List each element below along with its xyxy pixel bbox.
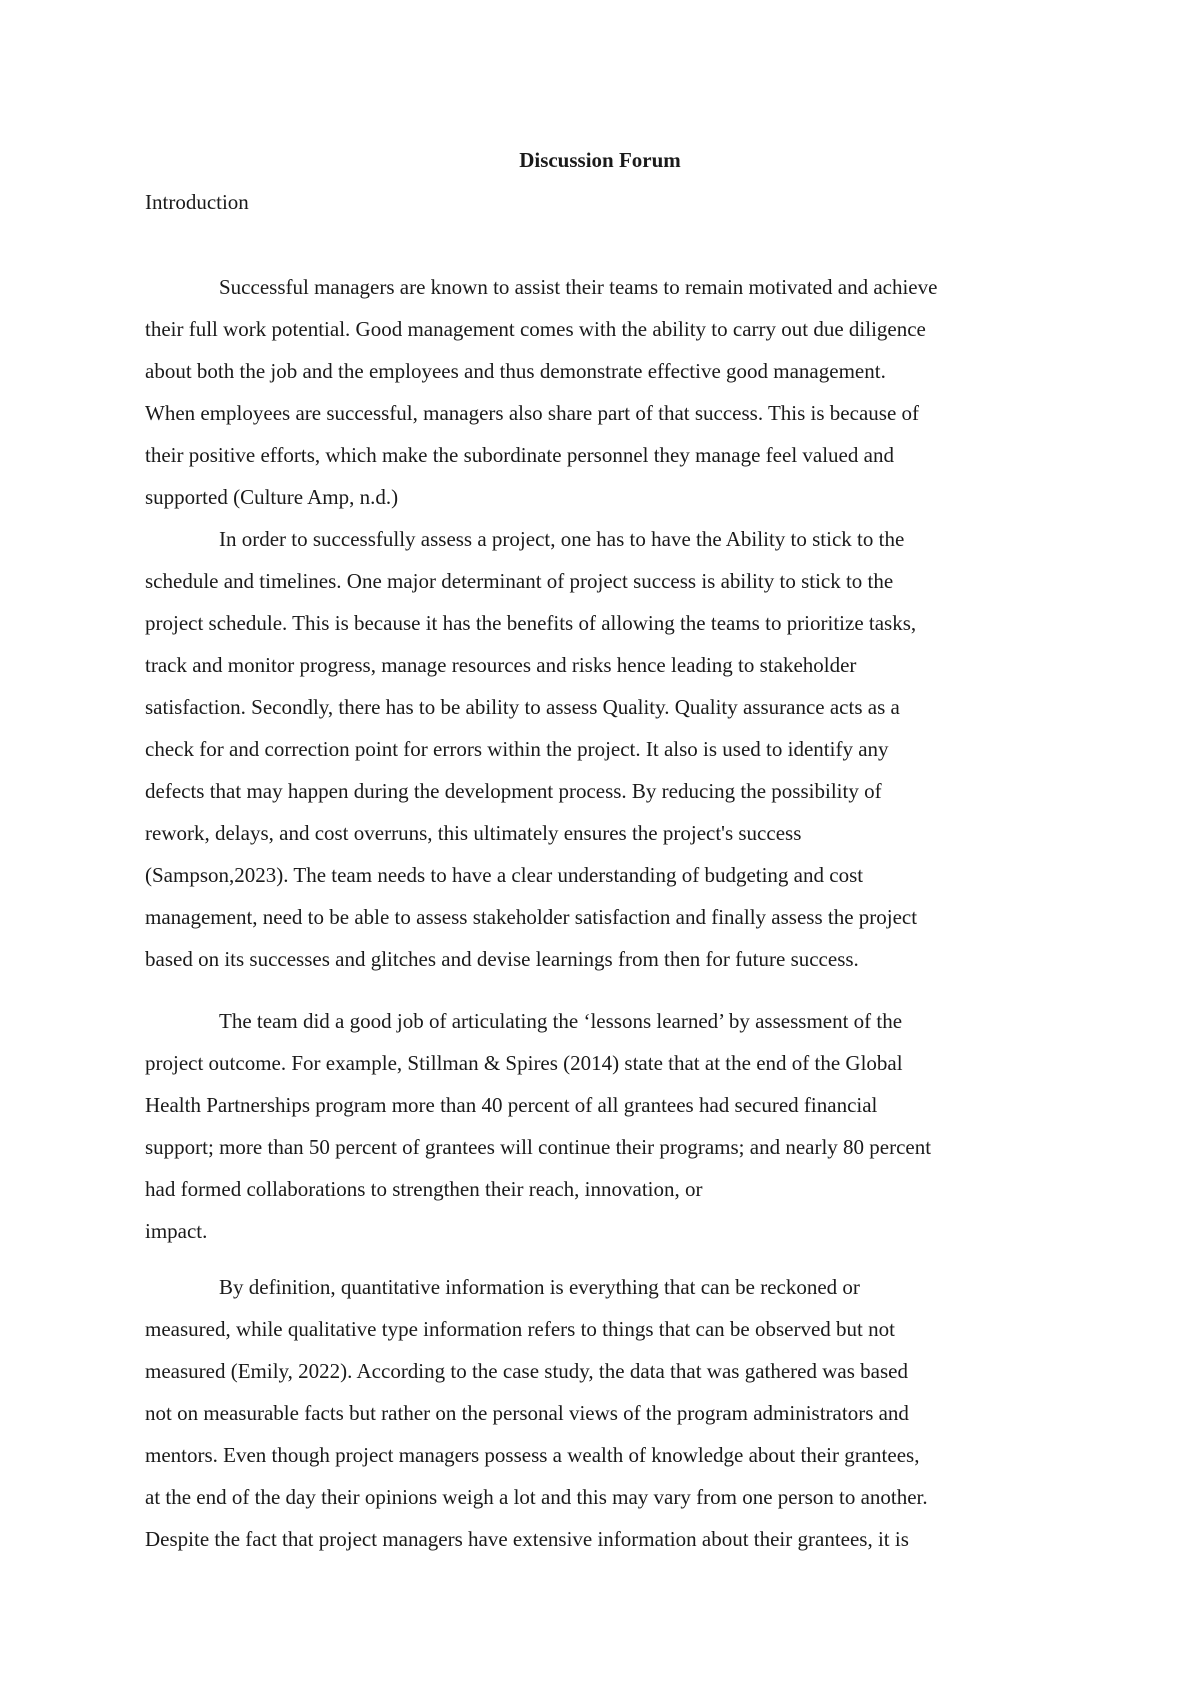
paragraph-line: rework, delays, and cost overruns, this ultimately ensures the project's success [145, 821, 802, 845]
paragraph-line: at the end of the day their opinions weigh a lot and this may vary from one person to another. [145, 1485, 928, 1509]
document-title: Discussion Forum [519, 148, 681, 172]
paragraph-line: schedule and timelines. One major determinant of project success is ability to stick to the [145, 569, 894, 593]
paragraph-4 [145, 1266, 1055, 1560]
paragraph-line: measured, while qualitative type information refers to things that can be observed but not [145, 1317, 895, 1341]
paragraph-line: their full work potential. Good management comes with the ability to carry out due diligence [145, 317, 926, 341]
paragraph-line: measured (Emily, 2022). According to the case study, the data that was gathered was based [145, 1359, 908, 1383]
paragraph-1 [145, 266, 1055, 518]
paragraph-2 [145, 518, 1055, 980]
paragraph-line: project outcome. For example, Stillman & Spires (2014) state that at the end of the Global [145, 1051, 903, 1075]
paragraph-line: had formed collaborations to strengthen their reach, innovation, or [145, 1177, 703, 1201]
paragraph-line: The team did a good job of articulating the ‘lessons learned’ by assessment of the [219, 1009, 903, 1033]
paragraph-line: not on measurable facts but rather on the personal views of the program administrators and [145, 1401, 909, 1425]
paragraph-line: By definition, quantitative information is everything that can be reckoned or [219, 1275, 860, 1299]
paragraph-line: track and monitor progress, manage resources and risks hence leading to stakeholder [145, 653, 857, 677]
section-heading-introduction: Introduction [145, 190, 249, 214]
paragraph-line: project schedule. This is because it has the benefits of allowing the teams to prioritize tasks, [145, 611, 917, 635]
paragraph-line: support; more than 50 percent of grantees will continue their programs; and nearly 80 percent [145, 1135, 932, 1159]
paragraph-line: based on its successes and glitches and devise learnings from then for future success. [145, 947, 859, 971]
paragraph-line: defects that may happen during the development process. By reducing the possibility of [145, 779, 882, 803]
paragraph-line: supported (Culture Amp, n.d.) [145, 485, 399, 509]
paragraph-line: Despite the fact that project managers have extensive information about their grantees, it is [145, 1527, 909, 1551]
paragraph-line: check for and correction point for errors within the project. It also is used to identify any [145, 737, 889, 761]
paragraph-line: management, need to be able to assess stakeholder satisfaction and finally assess the project [145, 905, 918, 929]
paragraph-line: satisfaction. Secondly, there has to be ability to assess Quality. Quality assurance acts as a [145, 695, 900, 719]
paragraph-line: impact. [145, 1219, 208, 1243]
paragraph-line: Health Partnerships program more than 40 percent of all grantees had secured financial [145, 1093, 878, 1117]
paragraph-line: about both the job and the employees and thus demonstrate effective good management. [145, 359, 886, 383]
paragraph-line: their positive efforts, which make the subordinate personnel they manage feel valued and [145, 443, 894, 467]
paragraph-line: Successful managers are known to assist their teams to remain motivated and achieve [219, 275, 938, 299]
paragraph-line: mentors. Even though project managers possess a wealth of knowledge about their grantees, [145, 1443, 920, 1467]
paragraph-line: (Sampson,2023). The team needs to have a clear understanding of budgeting and cost [145, 863, 864, 887]
paragraph-line: When employees are successful, managers also share part of that success. This is because of [145, 401, 920, 425]
paragraph-3 [145, 1000, 1055, 1252]
paragraph-line: In order to successfully assess a project, one has to have the Ability to stick to the [219, 527, 905, 551]
